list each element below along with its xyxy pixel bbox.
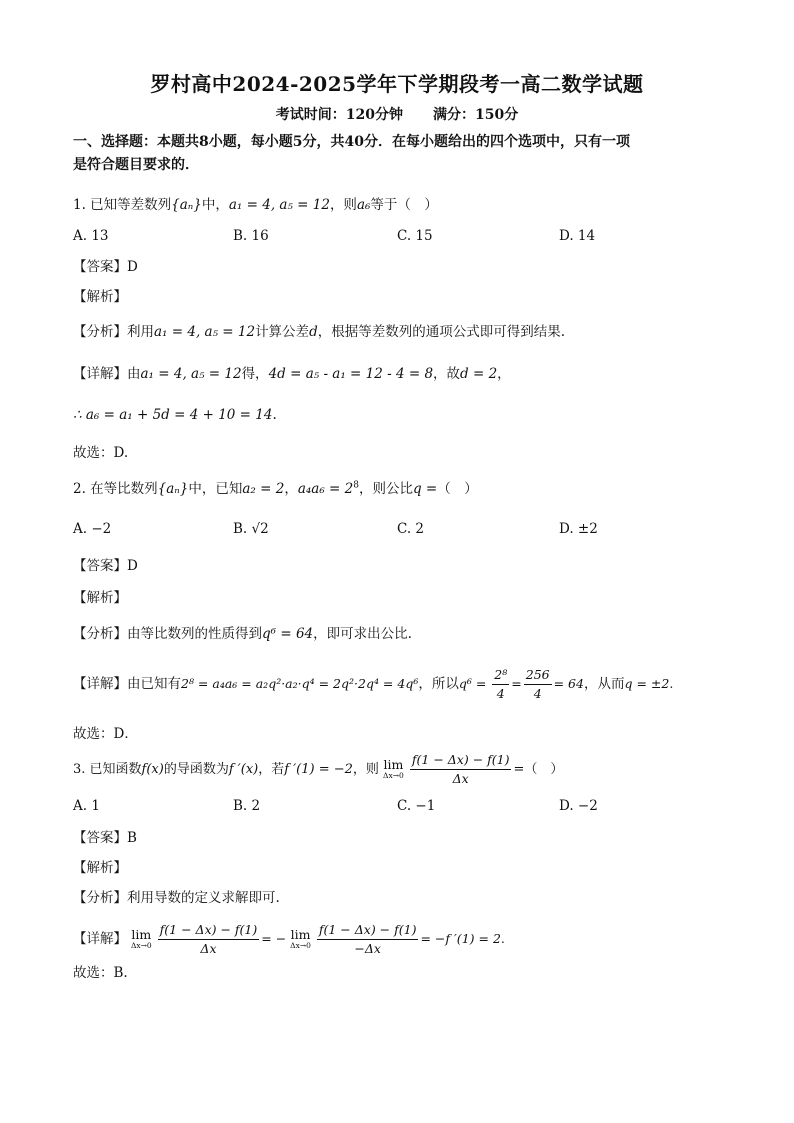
q1-detail-cond: a₁ = 4, a₅ = 12 xyxy=(140,366,242,382)
q1-therefore xyxy=(73,405,277,425)
q3-lim: lim xyxy=(383,757,404,772)
q3-detail-end: . xyxy=(500,931,505,946)
q3-detail-eq2: = −f ′(1) = 2 xyxy=(420,931,501,946)
q3-detail-lim-under-2: Δx→0 xyxy=(290,941,311,950)
q1-option-b: B. 16 xyxy=(233,228,269,244)
q1-detail-eq: 4d = a₅ - a₁ = 12 - 4 = 8 xyxy=(268,366,434,382)
q1-therefore-end: . xyxy=(272,407,277,423)
q3-option-a: A. 1 xyxy=(73,798,100,814)
q1-stem xyxy=(73,195,438,215)
q2-cond2: a₄a₆ = 2 xyxy=(297,481,354,497)
q2-choose: 故选：D． xyxy=(73,726,138,742)
q2-answer: 【答案】D xyxy=(73,558,138,574)
q3-detail-lim-under-1: Δx→0 xyxy=(130,941,152,950)
q2-seq: {aₙ} xyxy=(157,481,189,497)
q2-stem xyxy=(73,479,478,499)
q1-detail-tag: 【详解】 xyxy=(73,366,127,382)
q3-lim-under: Δx→0 xyxy=(383,771,404,780)
q1-suffix: 等于（ ） xyxy=(370,197,438,213)
q1-target: a₆ xyxy=(356,197,371,213)
q2-detail-end: . xyxy=(669,676,674,691)
q3-detail-lim-2: lim xyxy=(290,927,311,942)
q1-option-a: A. 13 xyxy=(73,228,109,244)
q3-choose: 故选：B. xyxy=(73,965,128,981)
q3-cond: f ′(1) = −2 xyxy=(284,762,353,777)
q1-analysis-b: 计算公差 xyxy=(255,324,310,340)
q3-option-b: B. 2 xyxy=(233,798,261,814)
q3-f: f(x) xyxy=(141,762,164,777)
q2-option-a: A. −2 xyxy=(73,521,112,537)
q1-detail-d: d = 2 xyxy=(460,366,498,382)
q3-suffix: =（ ） xyxy=(513,762,564,777)
q3-prefix: 3. 已知函数 xyxy=(73,762,142,777)
q3-detail-frac1-num: f(1 − Δx) − f(1) xyxy=(158,922,260,940)
q2-detail-res: q = ±2 xyxy=(624,676,670,691)
q3-analysis xyxy=(73,888,280,908)
q2-jiexi: 【解析】 xyxy=(73,590,127,606)
q1-prefix: 1. 已知等差数列 xyxy=(73,197,172,213)
q2-fraction-2 xyxy=(524,667,552,702)
q1-cond: a₁ = 4, a₅ = 12 xyxy=(228,197,330,213)
q3-then: ，则 xyxy=(352,762,379,777)
q2-frac1-den: 4 xyxy=(496,686,505,701)
section-heading-line2: 是符合题目要求的． xyxy=(73,157,199,173)
q3-detail-limit-2 xyxy=(290,929,311,950)
q2-analysis-eq: q⁶ = 64 xyxy=(262,626,314,642)
q1-seq: {aₙ} xyxy=(171,197,202,213)
q1-option-c: C. 15 xyxy=(397,228,433,244)
q1-detail-b: 得， xyxy=(241,366,269,382)
q3-fraction xyxy=(410,752,512,787)
q2-fraction-1 xyxy=(492,667,509,702)
q3-detail-frac2-den: −Δx xyxy=(354,941,381,956)
q3-analysis-text: 利用导数的定义求解即可. xyxy=(127,890,280,906)
exam-score: 满分：150分 xyxy=(433,107,519,123)
exam-info xyxy=(0,104,794,124)
q2-frac2-num: 256 xyxy=(524,667,552,685)
q1-detail-a: 由 xyxy=(127,366,141,382)
q3-detail-tag: 【详解】 xyxy=(73,931,127,947)
q1-detail-c: ，故 xyxy=(433,366,461,382)
q1-analysis-c: ，根据等差数列的通项公式即可得到结果. xyxy=(317,324,566,340)
q3-option-d: D. −2 xyxy=(559,798,598,814)
q3-detail-fraction-2 xyxy=(317,922,419,957)
q3-stem xyxy=(73,752,563,787)
q1-therefore-eq: ∴ a₆ = a₁ + 5d = 4 + 10 = 14 xyxy=(73,407,273,423)
q2-analysis-b: ，即可求出公比. xyxy=(313,626,412,642)
page-title: 罗村高中2024-2025学年下学期段考一高二数学试题 xyxy=(150,72,644,96)
q2-analysis-a: 由等比数列的性质得到 xyxy=(127,626,262,642)
q1-analysis-cond: a₁ = 4, a₅ = 12 xyxy=(154,324,256,340)
q3-detail-eq1: = − xyxy=(261,931,287,946)
q2-option-c: C. 2 xyxy=(397,521,425,537)
q3-mid: 的导函数为 xyxy=(163,762,229,777)
q2-detail-b: ，所以 xyxy=(418,676,459,692)
q2-detail: 【详解】由已知有2⁸ = a₄a₆ = a₂q²·a₂·q⁴ = 2q²·2q⁴ = 4q⁶，所以q⁶ = $\frac{\text{2⁸}}{4}$ = $\frac{256}{4}$ = 64，从而q = ±2. xyxy=(73,667,674,701)
q3-detail-fraction-1 xyxy=(158,922,260,957)
q1-analysis-tag: 【分析】 xyxy=(73,324,127,340)
q2-detail-a: 由已知有 xyxy=(127,676,181,692)
q1-option-d: D. 14 xyxy=(559,228,596,244)
q2-suffix: （ ） xyxy=(437,481,478,497)
q3-detail-limit-1 xyxy=(131,929,152,950)
q2-frac2-den: 4 xyxy=(533,686,542,701)
q1-analysis-a: 利用 xyxy=(127,324,154,340)
q2-analysis-tag: 【分析】 xyxy=(73,626,127,642)
q1-answer: 【答案】D xyxy=(73,259,138,275)
q2-then: ，则公比 xyxy=(358,481,413,497)
q2-detail-q6: q⁶ = xyxy=(458,676,487,691)
q3-mid2: ，若 xyxy=(258,762,285,777)
q2-target: q = xyxy=(412,481,438,497)
q3-analysis-tag: 【分析】 xyxy=(73,890,127,906)
q3-frac-den: Δx xyxy=(452,771,469,786)
q3-limit xyxy=(383,759,404,780)
q2-cond1: a₂ = 2 xyxy=(242,481,285,497)
q2-detail-tag: 【详解】 xyxy=(73,676,127,692)
q2-analysis xyxy=(73,624,412,644)
q1-choose: 故选：D. xyxy=(73,445,129,461)
q1-detail xyxy=(73,364,511,384)
q3-detail-frac1-den: Δx xyxy=(200,941,217,956)
q3-option-c: C. −1 xyxy=(397,798,436,814)
q2-detail-eq: 2⁸ = a₄a₆ = a₂q²·a₂·q⁴ = 2q²·2q⁴ = 4q⁶ xyxy=(181,676,419,691)
q2-cond2-sup: 8 xyxy=(353,480,359,491)
q3-frac-num: f(1 − Δx) − f(1) xyxy=(410,752,512,770)
q3-detail-frac2-num: f(1 − Δx) − f(1) xyxy=(317,922,419,940)
q2-option-b: B. √2 xyxy=(233,521,269,537)
q3-fp: f ′(x) xyxy=(228,762,259,777)
q2-detail-c: ，从而 xyxy=(583,676,625,692)
section-heading-line1: 一、选择题：本题共8小题，每小题5分，共40分．在每小题给出的四个选项中，只有一项 xyxy=(73,134,630,150)
q2-option-d: D. ±2 xyxy=(559,521,598,537)
q3-detail xyxy=(73,922,505,957)
q1-detail-e: ， xyxy=(497,366,511,382)
q2-frac1-num: 2⁸ xyxy=(492,667,509,685)
q1-jiexi: 【解析】 xyxy=(73,289,127,305)
q2-prefix: 2. 在等比数列 xyxy=(73,481,158,497)
q1-mid: 中， xyxy=(201,197,229,213)
q3-jiexi: 【解析】 xyxy=(73,860,127,876)
q1-analysis-d: d xyxy=(309,324,318,340)
exam-time: 考试时间：120分钟 xyxy=(275,107,403,123)
q2-mid: 中，已知 xyxy=(188,481,243,497)
q3-detail-lim-1: lim xyxy=(131,927,152,942)
q3-answer: 【答案】B xyxy=(73,830,137,846)
q1-then: ，则 xyxy=(329,197,357,213)
q1-analysis xyxy=(73,322,565,342)
q2-detail-eq2: = 64 xyxy=(553,676,584,691)
q2-sep: ， xyxy=(284,481,298,497)
